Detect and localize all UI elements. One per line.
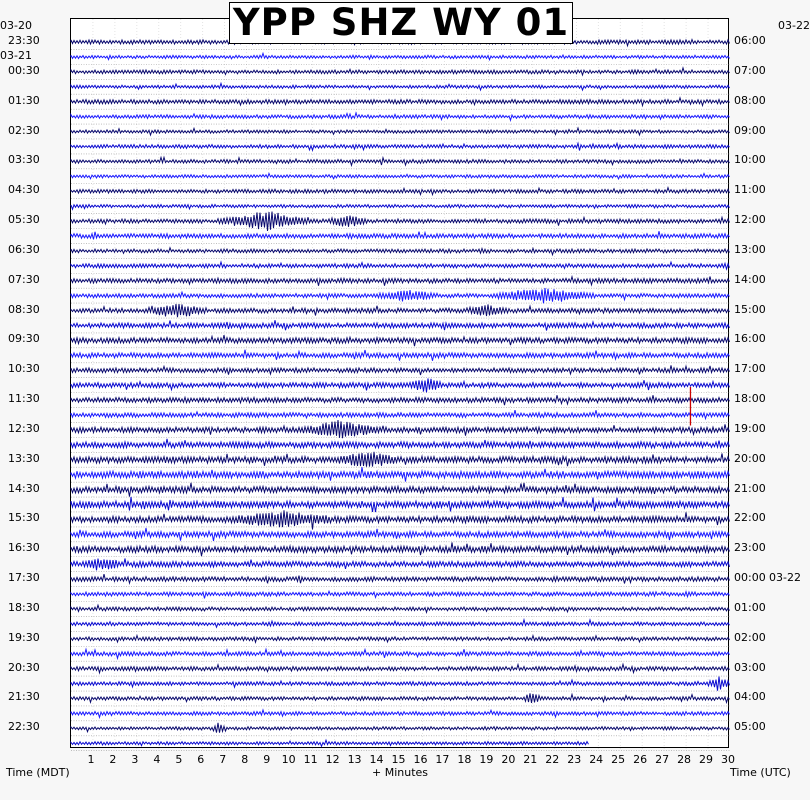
x-tick-label: 13	[347, 753, 362, 766]
right-time-label: 21:00	[734, 481, 766, 495]
x-tick-label: 30	[721, 753, 735, 766]
x-tick-label: 7	[219, 753, 227, 766]
left-time-label: 02:30	[8, 123, 40, 137]
helicorder-traces	[71, 19, 730, 749]
right-time-label: 06:00	[734, 34, 766, 47]
left-date-second: 03-21	[0, 49, 32, 62]
seismic-trace-39	[71, 620, 730, 627]
right-time-label: 14:00	[734, 272, 766, 286]
x-tick-label: 17	[435, 753, 450, 766]
right-time-label: 01:00	[734, 600, 766, 614]
x-tick-label: 12	[325, 753, 340, 766]
seismic-trace-4	[71, 98, 730, 106]
left-time-label: 11:30	[8, 392, 40, 406]
right-time-label: 23:00	[734, 541, 766, 555]
left-time-label: 04:30	[8, 183, 40, 197]
seismic-trace-27	[71, 439, 730, 448]
left-time-label: 10:30	[8, 362, 40, 376]
right-date-change: 03-22	[769, 571, 801, 585]
seismic-trace-7	[71, 143, 730, 150]
x-tick-label: 21	[523, 753, 538, 766]
left-time-label: 18:30	[8, 600, 40, 614]
left-time-label: 07:30	[8, 272, 40, 286]
right-time-label: 18:00	[734, 392, 766, 406]
seismic-trace-41	[71, 649, 730, 658]
helicorder-plot	[70, 18, 729, 748]
seismic-trace-15	[71, 262, 730, 269]
seismic-trace-18	[71, 304, 730, 317]
right-time-label: 12:00	[734, 213, 766, 227]
x-tick-label: 4	[153, 753, 161, 766]
left-date-top: 03-20	[0, 19, 32, 32]
right-time-label: 19:00	[734, 421, 766, 435]
x-tick-label: 8	[241, 753, 249, 766]
seismic-trace-36	[71, 574, 730, 583]
x-tick-label: 6	[197, 753, 205, 766]
left-time-label: 19:30	[8, 630, 40, 644]
right-axis-title: Time (UTC)	[730, 766, 791, 779]
x-tick-label: 25	[611, 753, 626, 766]
x-tick-label: 18	[457, 753, 472, 766]
x-tick-label: 23	[567, 753, 582, 766]
seismic-trace-47	[71, 740, 589, 746]
right-time-label: 03:00	[734, 660, 766, 674]
left-time-label: 12:30	[8, 421, 40, 435]
right-time-label: 17:00	[734, 362, 766, 376]
left-time-label: 03:30	[8, 153, 40, 167]
right-time-label: 16:00	[734, 332, 766, 346]
right-time-label: 08:00	[734, 93, 766, 107]
left-time-label: 20:30	[8, 660, 40, 674]
chart-title: YPP SHZ WY 01	[229, 2, 573, 44]
x-tick-label: 1	[87, 753, 95, 766]
x-tick-label: 26	[633, 753, 648, 766]
x-tick-label: 29	[699, 753, 714, 766]
x-tick-label: 15	[391, 753, 406, 766]
seismic-trace-25	[71, 410, 730, 419]
seismic-trace-38	[71, 605, 730, 612]
left-time-label: 08:30	[8, 302, 40, 316]
right-date-top: 03-22	[778, 19, 810, 32]
right-time-label: 02:00	[734, 630, 766, 644]
seismic-trace-42	[71, 664, 730, 673]
left-axis-title: Time (MDT)	[6, 766, 70, 779]
seismic-trace-3	[71, 83, 730, 90]
x-tick-label: 9	[263, 753, 271, 766]
right-time-label: 05:00	[734, 720, 766, 734]
x-tick-label: 10	[281, 753, 296, 766]
right-time-label: 11:00	[734, 183, 766, 197]
right-time-label: 13:00	[734, 242, 766, 256]
x-tick-label: 22	[545, 753, 560, 766]
x-tick-label: 3	[131, 753, 139, 766]
right-time-label: 10:00	[734, 153, 766, 167]
x-tick-label: 2	[109, 753, 117, 766]
x-tick-label: 27	[655, 753, 670, 766]
left-time-label: 17:30	[8, 571, 40, 585]
x-tick-label: 24	[589, 753, 604, 766]
left-time-label: 16:30	[8, 541, 40, 555]
x-tick-label: 19	[479, 753, 494, 766]
seismic-trace-20	[71, 335, 730, 346]
right-time-label: 15:00	[734, 302, 766, 316]
seismic-trace-23	[71, 378, 730, 392]
left-time-label: 00:30	[8, 63, 40, 77]
seismic-trace-21	[71, 350, 730, 361]
left-time-label: 21:30	[8, 690, 40, 704]
x-tick-label: 5	[175, 753, 183, 766]
right-time-label: 09:00	[734, 123, 766, 137]
right-time-label: 04:00	[734, 690, 766, 704]
right-time-label: 22:00	[734, 511, 766, 525]
left-time-label: 22:30	[8, 720, 40, 734]
right-time-label: 07:00	[734, 63, 766, 77]
seismic-trace-40	[71, 636, 730, 643]
seismic-trace-26	[71, 420, 730, 438]
left-time-label: 14:30	[8, 481, 40, 495]
left-time-label: 23:30	[8, 34, 40, 47]
left-time-label: 09:30	[8, 332, 40, 346]
seismic-trace-5	[71, 113, 730, 120]
x-tick-label: 28	[677, 753, 692, 766]
x-tick-label: 11	[303, 753, 318, 766]
x-axis-title: + Minutes	[372, 766, 429, 779]
right-time-label: 20:00	[734, 451, 766, 465]
x-tick-label: 16	[413, 753, 428, 766]
left-time-label: 13:30	[8, 451, 40, 465]
left-time-label: 05:30	[8, 213, 40, 227]
right-time-label: 00:00	[734, 571, 766, 585]
left-time-label: 15:30	[8, 511, 40, 525]
x-tick-label: 14	[369, 753, 384, 766]
seismic-trace-45	[71, 710, 730, 717]
left-time-label: 06:30	[8, 242, 40, 256]
x-tick-label: 20	[501, 753, 516, 766]
seismic-trace-8	[71, 157, 730, 165]
left-time-label: 01:30	[8, 93, 40, 107]
